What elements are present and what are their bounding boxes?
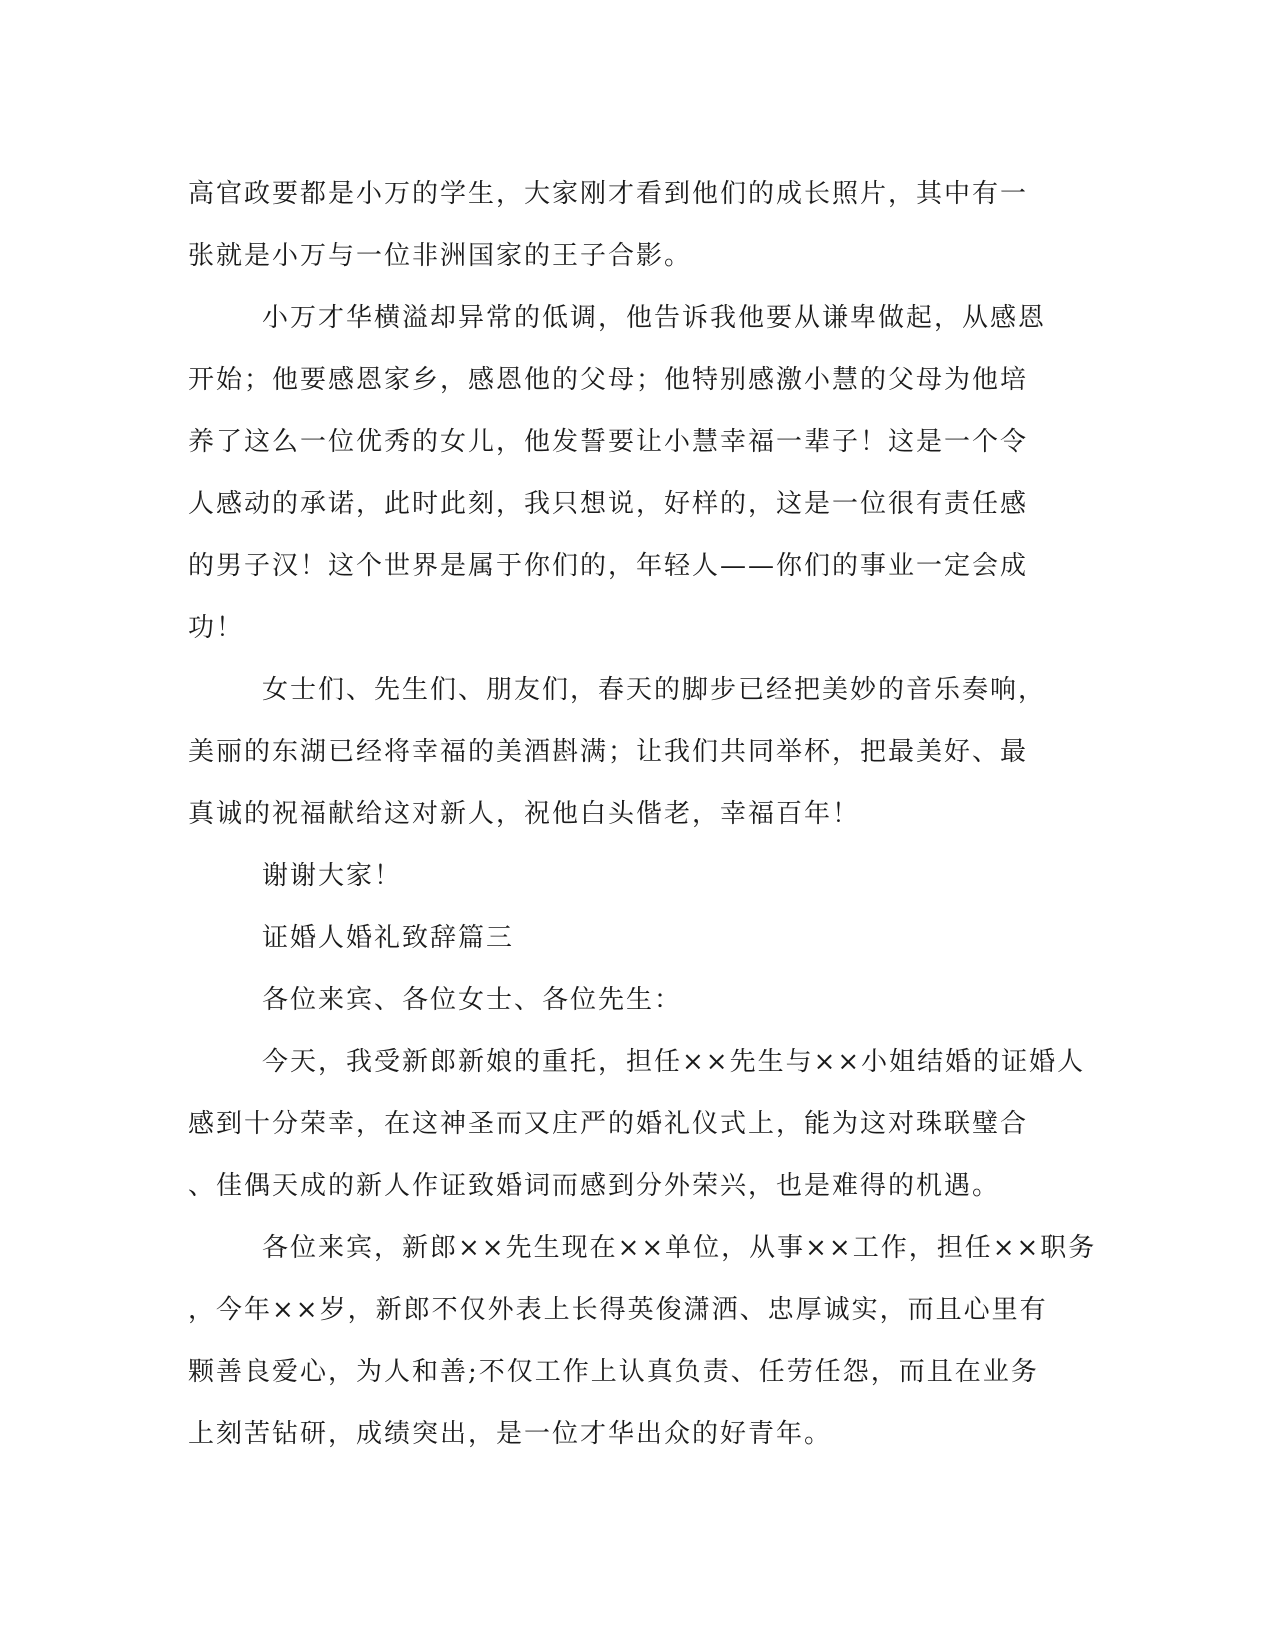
text-line: 养了这么一位优秀的女儿，他发誓要让小慧幸福一辈子！这是一个令 (188, 427, 1029, 457)
text-line: 高官政要都是小万的学生，大家刚才看到他们的成长照片，其中有一 (188, 179, 1029, 209)
text-line: 的男子汉！这个世界是属于你们的，年轻人——你们的事业一定会成 (188, 551, 1029, 581)
salutation: 各位来宾、各位女士、各位先生： (262, 985, 683, 1015)
text-line: 张就是小万与一位非洲国家的王子合影。 (188, 241, 693, 271)
text-line: 功！ (188, 613, 245, 643)
document-body (188, 163, 1097, 1465)
text-line: 开始；他要感恩家乡，感恩他的父母；他特别感激小慧的父母为他培 (188, 365, 1029, 395)
text-line: 谢谢大家！ (262, 861, 403, 891)
text-line: 小万才华横溢却异常的低调，他告诉我他要从谦卑做起，从感恩 (262, 303, 1047, 333)
text-line: 上刻苦钻研，成绩突出，是一位才华出众的好青年。 (188, 1419, 833, 1449)
text-line: 今天，我受新郎新娘的重托，担任××先生与××小姐结婚的证婚人 (262, 1047, 1086, 1077)
text-line: 美丽的东湖已经将幸福的美酒斟满；让我们共同举杯，把最美好、最 (188, 737, 1029, 767)
text-line: 、佳偶天成的新人作证致婚词而感到分外荣兴，也是难得的机遇。 (188, 1171, 1001, 1201)
text-line: 颗善良爱心，为人和善;不仅工作上认真负责、任劳任怨，而且在业务 (188, 1357, 1039, 1387)
section-heading: 证婚人婚礼致辞篇三 (262, 923, 515, 953)
text-line: ，今年××岁，新郎不仅外表上长得英俊潇洒、忠厚诚实，而且心里有 (188, 1295, 1048, 1325)
text-line: 女士们、先生们、朋友们，春天的脚步已经把美妙的音乐奏响， (262, 675, 1047, 705)
text-line: 真诚的祝福献给这对新人，祝他白头偕老，幸福百年！ (188, 799, 861, 829)
text-line: 人感动的承诺，此时此刻，我只想说，好样的，这是一位很有责任感 (188, 489, 1029, 519)
text-line: 各位来宾，新郎××先生现在××单位，从事××工作，担任××职务 (262, 1233, 1097, 1263)
text-line: 感到十分荣幸，在这神圣而又庄严的婚礼仪式上，能为这对珠联璧合 (188, 1109, 1029, 1139)
